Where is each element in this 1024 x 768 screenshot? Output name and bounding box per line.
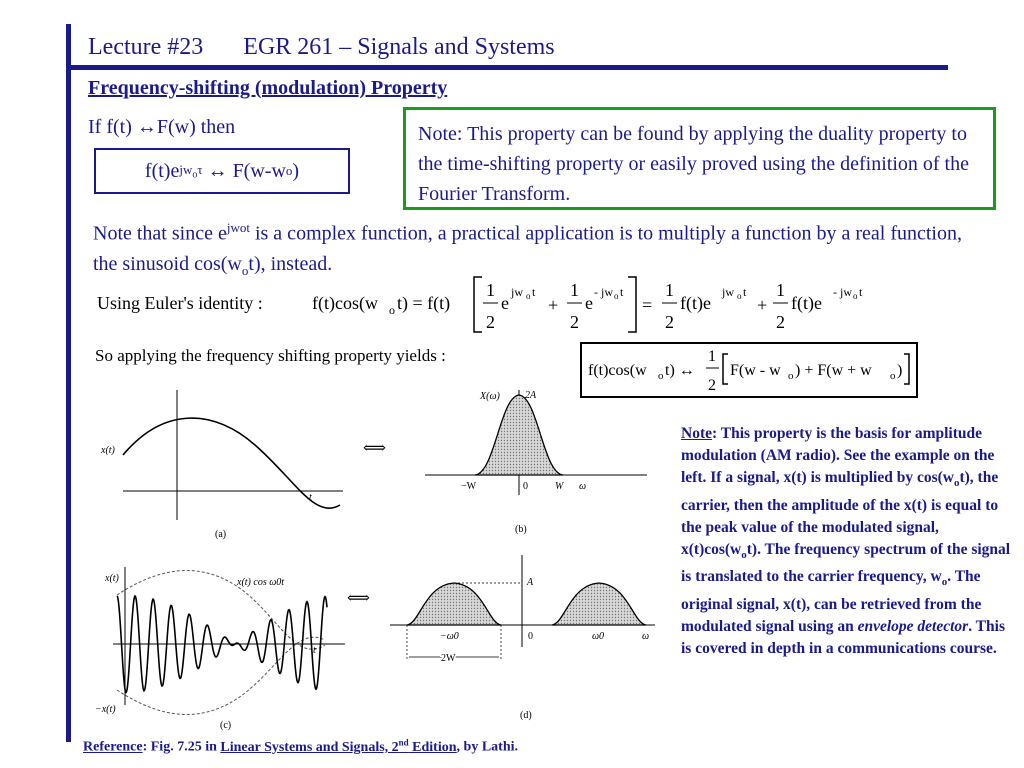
fig-d-width: 2W xyxy=(441,653,456,664)
double-arrow-icon: ↔ xyxy=(136,116,157,138)
apply-statement: So applying the frequency shifting property yields : xyxy=(95,346,446,365)
property-lhs: f(t)e xyxy=(144,159,180,182)
exp2-base: e xyxy=(585,293,593,313)
side-note-text-5: . This is covered in depth in a communications course. xyxy=(681,617,1005,658)
result-frac-num: 1 xyxy=(708,348,716,365)
ft-exp1-power: jw xyxy=(722,285,734,299)
fig-b-axis: ω xyxy=(579,481,587,492)
left-bracket xyxy=(474,277,482,332)
fig-c-xlabel: t xyxy=(313,645,316,656)
fig-d-spectrum-left xyxy=(407,583,501,625)
side-note-emphasis: envelope detector xyxy=(857,617,969,635)
exp2-o: o xyxy=(614,291,619,301)
property-rhs: ↔ F(w-w xyxy=(202,159,286,182)
page-title xyxy=(88,34,555,61)
result-left-bracket xyxy=(723,354,728,384)
reference-citation xyxy=(83,737,518,756)
frac3-den: 2 xyxy=(665,312,674,332)
fig-d-spectrum-right xyxy=(552,583,646,625)
reference-book-edition: Edition xyxy=(408,739,457,755)
side-note-sub-3: o xyxy=(941,576,948,589)
result-lhs: f(t)cos(w xyxy=(588,362,647,379)
reference-book-link[interactable] xyxy=(220,737,457,755)
exp1-base: e xyxy=(501,293,509,313)
reference-suffix: , by Lathi. xyxy=(456,739,518,755)
fig-c-envelope-top xyxy=(117,571,325,650)
result-lhs-sub: o xyxy=(658,370,664,382)
side-note-text-2: t), the carrier, then the amplitude of the x(t) is equal to the peak value of the modulated signal, x(t)cos(w xyxy=(681,469,999,559)
euler-equation xyxy=(90,272,890,338)
result-mid: t) ↔ xyxy=(665,362,695,379)
result-rhs2: ) + F(w + w xyxy=(795,362,872,379)
fig-b-pos-w: W xyxy=(555,481,564,492)
note2-part2: is a complex function, a practical application is to multiply a function by a real function, the sinusoid cos(w xyxy=(93,222,962,275)
left-accent-bar xyxy=(66,24,71,742)
ft-exp1-t: t xyxy=(743,285,747,299)
result-rhs3: ) xyxy=(897,362,903,379)
result-rhs-sub1: o xyxy=(788,370,794,382)
frac1-den: 2 xyxy=(486,312,495,332)
fig-a-caption: (a) xyxy=(215,529,227,540)
fig-c-mod-label: x(t) cos ω0t xyxy=(237,577,285,588)
result-frac-den: 2 xyxy=(708,377,716,394)
fig-a-xlabel: t xyxy=(309,492,312,503)
fig-c-caption: (c) xyxy=(220,720,232,731)
exp1-o: o xyxy=(526,291,531,301)
fig-b-caption: (b) xyxy=(515,524,527,535)
fig-b-neg-w: −W xyxy=(461,481,477,492)
result-rhs-sub2: o xyxy=(890,370,896,382)
side-note-text-1: : This property is the basis for amplitude modulation (AM radio). See the example on the left. If a signal, x(t) is multiplied by cos(w xyxy=(681,425,995,487)
side-note-heading: Note xyxy=(681,425,712,442)
reference-label: Reference xyxy=(83,739,143,755)
ft-exp2-t: t xyxy=(859,285,863,299)
exp1-power: jw xyxy=(511,285,523,299)
reference-book-sup: nd xyxy=(398,737,409,747)
fig-d-peak: A xyxy=(527,577,534,588)
note2-sup-o: o xyxy=(239,220,247,235)
fig-a-signal xyxy=(123,418,340,508)
lathi-figure xyxy=(95,385,665,737)
ft-exp1-o: o xyxy=(737,291,742,301)
duality-note-box: Note: This property can be found by applying the duality property to the time-shifting property or easily proved using the definition of the Fourier Transform. xyxy=(403,107,996,210)
fig-d-caption: (d) xyxy=(520,710,532,721)
euler-lhs: f(t)cos(w xyxy=(312,293,378,313)
fig-d-axis: ω xyxy=(642,631,650,642)
note2-part1: Note that since e xyxy=(93,222,227,245)
note2-sub-o: o xyxy=(241,262,249,278)
fig-b-peak: 2A xyxy=(525,390,537,401)
result-right-bracket xyxy=(904,354,909,384)
fig-arrow-1-icon: ⟺ xyxy=(363,440,386,457)
ft-exp1: f(t)e xyxy=(680,293,711,313)
plus1: + xyxy=(548,295,559,315)
fig-d-pos-w0: ω0 xyxy=(592,631,605,642)
ft-exp2-power: - jw xyxy=(833,285,852,299)
fig-arrow-2-icon: ⟺ xyxy=(347,590,370,607)
property-sup-o: o xyxy=(192,169,198,181)
lecture-number: Lecture #23 xyxy=(88,34,204,60)
side-note-sub-1: o xyxy=(953,477,960,490)
equals: = xyxy=(642,295,653,315)
reference-book-title: Linear Systems and Signals, 2 xyxy=(220,739,399,755)
fig-c-ylabel: x(t) xyxy=(105,573,119,584)
fig-b-zero: 0 xyxy=(523,481,528,492)
note2-sup-t: t xyxy=(246,220,250,235)
exp2-power: - jw xyxy=(594,285,613,299)
side-note-sub-2: o xyxy=(741,549,747,562)
frac4-num: 1 xyxy=(776,280,785,300)
section-subtitle: Frequency-shifting (modulation) Property xyxy=(88,77,448,99)
right-bracket xyxy=(628,277,636,332)
property-sup-jw: jw xyxy=(179,161,193,177)
frac2-den: 2 xyxy=(570,312,579,332)
if-prefix: If f(t) xyxy=(88,116,137,138)
property-tail: ) xyxy=(292,159,300,182)
fig-a-ylabel: x(t) xyxy=(101,445,115,456)
reference-prefix: : Fig. 7.25 in xyxy=(142,739,221,755)
frac2-num: 1 xyxy=(570,280,579,300)
fig-b-spectrum xyxy=(475,395,563,475)
exp2-t: t xyxy=(620,285,624,299)
ft-exp2-o: o xyxy=(853,291,858,301)
frac3-num: 1 xyxy=(665,280,674,300)
euler-lhs-tail: t) = f(t) xyxy=(397,293,451,313)
course-title: EGR 261 – Signals and Systems xyxy=(243,34,555,60)
side-note-text-4: . The original signal, x(t), can be retrieved from the modulated signal using an xyxy=(681,568,982,635)
fig-c-neg-label: −x(t) xyxy=(95,704,116,715)
if-rest: F(w) then xyxy=(156,116,236,138)
note2-sup-jw: jw xyxy=(226,220,240,235)
frac4-den: 2 xyxy=(776,312,785,332)
fig-d-zero: 0 xyxy=(528,631,533,642)
note2-part3: t), instead. xyxy=(248,252,333,275)
property-box xyxy=(94,148,350,194)
euler-lhs-sub: o xyxy=(389,303,395,317)
exp1-t: t xyxy=(532,285,536,299)
fig-d-neg-w0: −ω0 xyxy=(440,631,459,642)
if-statement xyxy=(88,116,235,139)
result-rhs1: F(w - w xyxy=(730,362,781,379)
property-sup-tau: τ xyxy=(197,161,203,177)
title-underline-bar xyxy=(66,65,948,70)
am-radio-note xyxy=(681,423,1019,660)
euler-label: Using Euler's identity : xyxy=(97,293,263,313)
frac1-num: 1 xyxy=(486,280,495,300)
property-sub-o: o xyxy=(285,163,293,178)
side-note-text-3: t). The frequency spectrum of the signal is translated to the carrier frequency, w xyxy=(681,541,1011,586)
fig-b-ylabel: X(ω) xyxy=(480,391,500,402)
ft-exp2: f(t)e xyxy=(791,293,822,313)
plus2: + xyxy=(757,295,768,315)
